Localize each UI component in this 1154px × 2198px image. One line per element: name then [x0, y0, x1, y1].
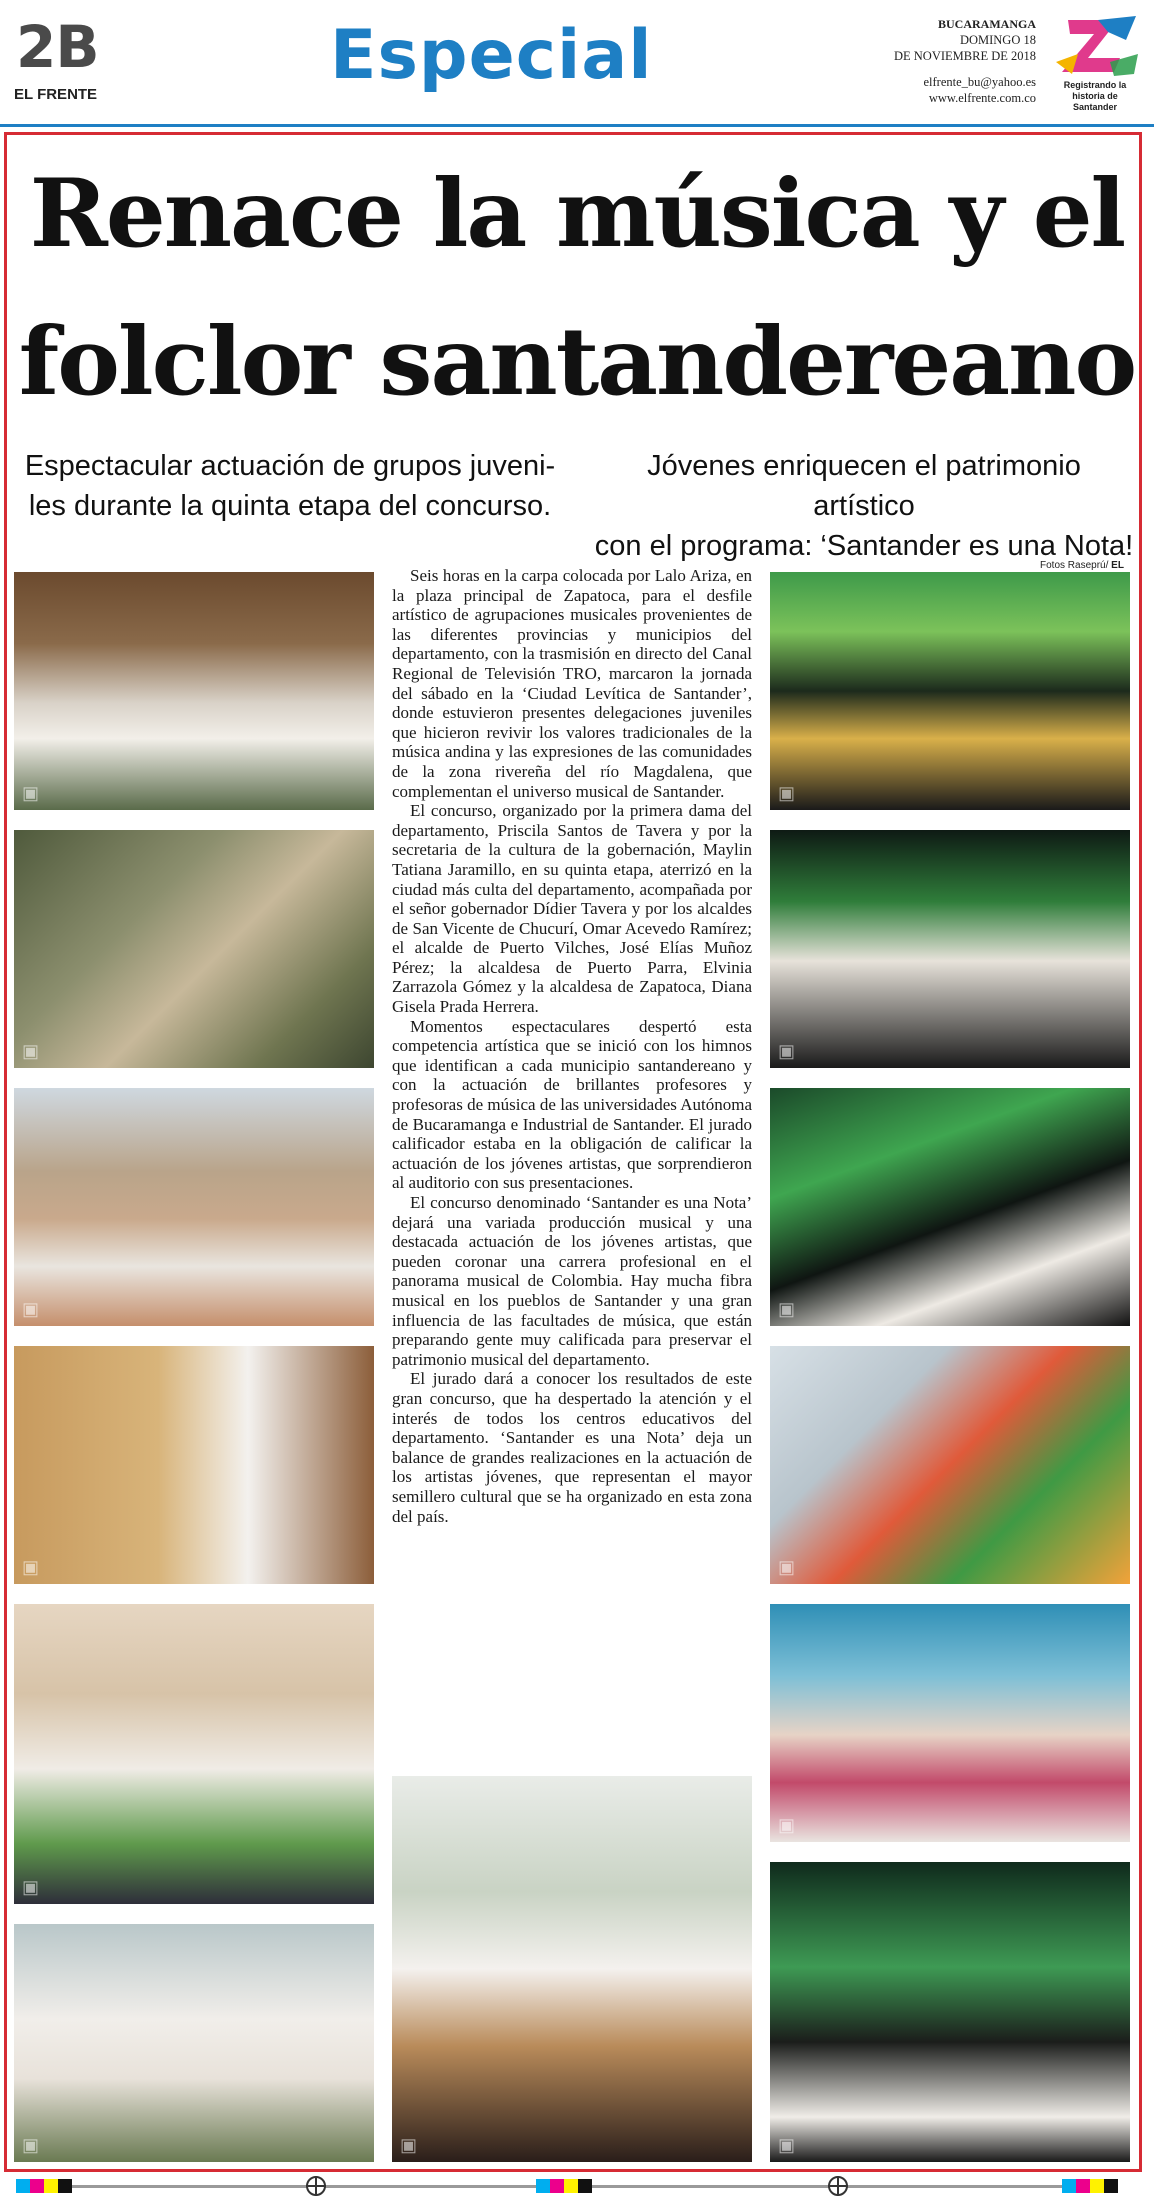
magenta-swatch: [550, 2179, 564, 2193]
yellow-swatch: [1090, 2179, 1104, 2193]
headline-line1: Renace la música y el: [29, 159, 1125, 269]
photo-head-table: [14, 572, 374, 810]
photo-icon: ▣: [778, 783, 796, 803]
article-paragraph: Momentos espectaculares despertó esta competencia artística que se inició con los himnos que identifican a cada municipio santandereano y con la actuación de brillantes profesores y profesoras de música de las universidades Autónoma de Bucaramanga e Industrial de Santander. El jurado calificador estaba en la obligación de calificar la actuación de los jóvenes artistas, que sorprendieron al auditorio con sus presentaciones.: [392, 1016, 752, 1193]
photo-icon: ▣: [22, 1557, 40, 1577]
print-registration-bar: [0, 2176, 1154, 2198]
cyan-swatch: [536, 2179, 550, 2193]
magenta-swatch: [30, 2179, 44, 2193]
subhead-right-line2: con el programa: ‘Santander es una Nota!: [594, 530, 1134, 562]
photo-icon: ▣: [778, 1041, 796, 1061]
article-paragraph: El concurso denominado ‘Santander es una Nota’ dejará una variada producción musical y una destacada actuación de los jóvenes artistas, que pueden coronar una carrera profesional en el panorama musical de Colombia. Hay mucha fibra musical en los pueblos de Santander y una gran influencia de las facultades de música, que están preparando gente muy calificada para preservar el patrimonio musical del departamento.: [392, 1193, 752, 1369]
photo-icon: ▣: [22, 1299, 40, 1319]
contact-email: elfrente_bu@yahoo.es: [923, 75, 1036, 89]
photo-guests: [14, 1924, 374, 2162]
magenta-swatch: [1076, 2179, 1090, 2193]
page-number: 2B: [16, 13, 99, 81]
masthead: [0, 0, 1154, 122]
photo-singer: [770, 1862, 1130, 2162]
photo-icon: ▣: [400, 2135, 418, 2155]
registration-mark-icon: [306, 2176, 326, 2196]
photo-audience: [14, 1604, 374, 1904]
black-swatch: [1104, 2179, 1118, 2193]
photo-icon: ▣: [778, 2135, 796, 2155]
photo-medal-ceremony: [14, 830, 374, 1068]
contact-website: www.elfrente.com.co: [928, 91, 1036, 105]
photo-girls-band: [770, 572, 1130, 810]
edition-city: BUCARAMANGA: [938, 17, 1036, 31]
photo-icon: ▣: [778, 1557, 796, 1577]
newspaper-brand: EL FRENTE: [14, 86, 98, 103]
article-paragraph: El jurado dará a conocer los resultados de este gran concurso, que ha despertado la atención y el interés de todos los centros educativos del departamento. ‘Santander es una Nota’ deja un balance de grandes realizaciones en la actuación de los artistas jóvenes, que representan el mayor semillero cultural que se ha organizado en esta zona del país.: [392, 1369, 752, 1526]
headline-line2: folclor santandereano: [18, 307, 1136, 417]
subhead-left-line2: les durante la quinta etapa del concurso.: [28, 490, 552, 522]
subhead-right: [594, 446, 1134, 566]
edition-date-line2: DE NOVIEMBRE DE 2018: [893, 49, 1036, 63]
article-paragraph: Seis horas en la carpa colocada por Lalo Ariza, en la plaza principal de Zapatoca, para el desfile artístico de agrupaciones musicales provenientes de las diferentes provincias y municipios del departamento, con la trasmisión en directo del Canal Regional de Televisión TRO, marcaron la jornada del sábado en la ‘Ciudad Levítica de Santander’, donde estuvieron presentes delegaciones juveniles que hicieron revivir los valores tradicionales de la música andina y las expresiones de las comunidades de la zona rivereña del río Magdalena, que complementan el universo musical de Santander.: [392, 566, 752, 801]
subhead-right-line1: Jóvenes enriquecen el patrimonio artístico: [647, 450, 1081, 522]
photo-officials: [14, 1346, 374, 1584]
photo-icon: ▣: [22, 783, 40, 803]
logo-emblem-icon: [1048, 14, 1140, 80]
logo-tagline: Registrando la historia de Santander: [1063, 80, 1127, 112]
subheads: [20, 446, 1134, 562]
photo-icon: ▣: [778, 1299, 796, 1319]
photo-guitar-duo: [392, 1776, 752, 2162]
registration-mark-icon: [828, 2176, 848, 2196]
subhead-left-line1: Espectacular actuación de grupos juveni-: [24, 450, 556, 482]
photo-icon: ▣: [778, 1815, 796, 1835]
cyan-swatch: [16, 2179, 30, 2193]
cyan-swatch: [1062, 2179, 1076, 2193]
photo-icon: ▣: [22, 2135, 40, 2155]
photo-folk-band: [770, 830, 1130, 1068]
yellow-swatch: [44, 2179, 58, 2193]
subhead-left: [20, 446, 560, 526]
black-swatch: [578, 2179, 592, 2193]
photo-credit-brand: EL: [1111, 560, 1124, 571]
section-title: Especial: [330, 16, 653, 95]
yellow-swatch: [564, 2179, 578, 2193]
photo-parade: [14, 1088, 374, 1326]
article-paragraph: El concurso, organizado por la primera dama del departamento, Priscila Santos de Tavera y por la secretaria de la cultura de la gobernación, Maylin Tatiana Jaramillo, en su quinta etapa, aterrizó en la ciudad más culta del departamento, acompañada por el señor gobernador Dídier Tavera y por los alcaldes de San Vicente de Chucurí, Omar Acevedo Ramírez; el alcalde de Puerto Vilches, José Elías Muñoz Pérez; la alcaldesa de Puerto Parra, Elvinia Zarrazola Gómez y la alcaldesa de Zapatoca, Diana Gisela Prada Herrera.: [392, 801, 752, 1017]
photo-dancing-couple: [770, 1346, 1130, 1584]
photo-icon: ▣: [22, 1041, 40, 1061]
edition-date-line1: DOMINGO 18: [959, 33, 1036, 47]
headline: [0, 140, 1154, 436]
anniversary-logo: [1048, 14, 1140, 110]
edition-info: [894, 16, 1036, 106]
photo-credit-prefix: Fotos Raseprú/: [1040, 560, 1109, 571]
photo-icon: ▣: [22, 1877, 40, 1897]
article-body: [392, 566, 752, 1526]
black-swatch: [58, 2179, 72, 2193]
photo-dance-group: [770, 1604, 1130, 1842]
masthead-rule: [0, 124, 1154, 127]
photo-guitarists: [770, 1088, 1130, 1326]
